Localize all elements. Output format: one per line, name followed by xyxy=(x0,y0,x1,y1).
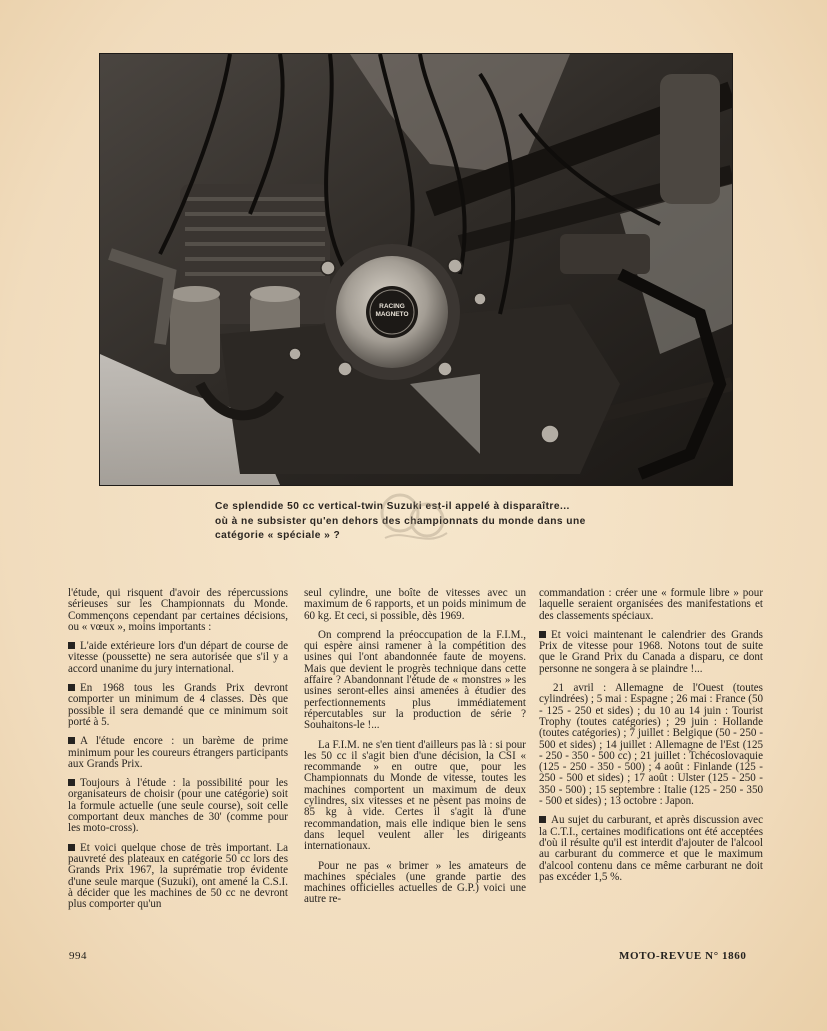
paragraph: On comprend la préoccupation de la F.I.M., qui espère ainsi ramener à la compétition des usines qui l'ont abandonnée faute de moyens. Mais que devient le progrès technique dans cette affaire ? Abandonnant l'étude de « monstres » les usines seront-elles ainsi amenées à étudier des perfectionnements plus immédiatement répercutables sur la production de série ? Souhaitons-le !... xyxy=(304,628,526,732)
text-column-1 xyxy=(68,588,288,918)
engine-photo-drawing xyxy=(100,54,732,485)
paragraph: seul cylindre, une boîte de vitesses avec un maximum de 6 rapports, et un poids minimum de 60 kg. Et ceci, si possible, dès 1969. xyxy=(304,587,526,622)
bullet-paragraph xyxy=(68,736,288,770)
caption-line-1: Ce splendide 50 cc vertical-twin Suzuki est-il appelé à disparaître... xyxy=(215,501,570,512)
paragraph: l'étude, qui risquent d'avoir des répercussions sérieuses sur les Championnats du Monde. Commençons cependant par certaines décisions, ou « vœux », moins importants : xyxy=(68,587,288,633)
bullet-square-icon xyxy=(68,737,75,744)
bullet-square-icon xyxy=(68,844,75,851)
bullet-paragraph xyxy=(68,683,288,728)
caption-line-3: catégorie « spéciale » ? xyxy=(215,530,341,541)
magazine-issue: MOTO-REVUE N° 1860 xyxy=(619,950,747,962)
engine-photo xyxy=(99,53,733,486)
paragraph-text: A l'étude encore : un barème de prime minimum pour les coureurs étrangers participants aux Grands Prix. xyxy=(68,735,288,770)
bullet-paragraph xyxy=(68,843,288,911)
paragraph-text: Toujours à l'étude : la possibilité pour les organisateurs de choisir (pour une catégorie) soit la formule actuelle (une seule course), soit celle comportant deux manches de 30' (comme pour les moto-cross). xyxy=(68,777,288,835)
paragraph: La F.I.M. ne s'en tient d'ailleurs pas là : si pour les 50 cc il s'agit bien d'une décision, la CSI « recommande » en outre que, pour les Championnats du Monde de vitesse, toutes les machines comportent un maximum de deux cylindres, six vitesses et ne pèsent pas moins de 85 kg à vide. Certes il s'agit là d'une recommandation, mais elle indique bien le sens dans lequel veulent aller les dirigeants internationaux. xyxy=(304,738,526,853)
magneto-label-racing: RACING xyxy=(379,303,405,310)
bullet-paragraph xyxy=(68,641,288,675)
bullet-square-icon xyxy=(539,631,546,638)
paragraph: 21 avril : Allemagne de l'Ouest (toutes cylindrées) ; 5 mai : Espagne ; 26 mai : France (50 - 125 - 250 et sides) ; du 10 au 14 juin : Tourist Trophy (toutes catégories) ; 29 juin : Hollande (toutes catégories) ; 7 juillet : Belgique (50 - 250 - 500 et sides) ; 14 juillet : Allemagne de l'Est (125 - 250 - 350 - 500 cc) ; 21 juillet : Tchécoslovaquie (125 - 250 - 350 - 500) ; 4 août : Finlande (125 - 250 - 500 et sides) ; 17 août : Ulster (125 - 250 - 350 - 500) ; 15 septembre : Italie (125 - 250 - 350 - 500 et sides) ; 13 octobre : Japon. xyxy=(539,682,763,808)
magneto-label-magneto: MAGNETO xyxy=(375,311,409,318)
paragraph-text: Et voici quelque chose de très important. La pauvreté des plateaux en catégorie 50 cc lors des Grands Prix 1967, la suprématie trop évidente d'une seule marque (Suzuki), ont amené la C.S.I. à décider que les machines de 50 cc ne devront plus comporter qu'un xyxy=(68,841,288,911)
bullet-paragraph xyxy=(539,815,763,883)
bullet-paragraph xyxy=(539,630,763,675)
paragraph-text: Et voici maintenant le calendrier des Grands Prix de vitesse pour 1968. Notons tout de suite que le Grand Prix du Canada a disparu, ce dont personne ne songera à se plaindre !... xyxy=(539,628,763,675)
paragraph: commandation : créer une « formule libre » pour laquelle seraient organisées des manifestations et des classements spéciaux. xyxy=(539,587,763,622)
bullet-paragraph xyxy=(68,778,288,834)
bullet-square-icon xyxy=(68,684,75,691)
paragraph-text: L'aide extérieure lors d'un départ de course de vitesse (poussette) ne sera autorisée que s'il y a accord unanime du jury international. xyxy=(68,640,288,675)
text-column-2 xyxy=(304,588,526,914)
page-number: 994 xyxy=(69,950,87,962)
text-column-3 xyxy=(539,588,763,891)
watermark-stamp xyxy=(375,488,455,548)
paragraph: Pour ne pas « brimer » les amateurs de machines spéciales (une grande partie des machines officielles actuelles de G.P.) voici une autre re- xyxy=(304,859,526,906)
bullet-square-icon xyxy=(68,642,75,649)
caption-line-2: où à ne subsister qu'en dehors des championnats du monde dans une xyxy=(215,515,586,527)
bullet-square-icon xyxy=(68,779,75,786)
paragraph-text: Au sujet du carburant, et après discussion avec la C.T.I., certaines modifications ont été acceptées d'où il résulte qu'il est interdit d'ajouter de l'alcool au carburant du commerce et que le maximum d'alcool contenu dans ce même carburant ne doit pas excéder 1,5 %. xyxy=(539,814,763,883)
paragraph-text: En 1968 tous les Grands Prix devront comporter un minimum de 4 classes. Dès que possible il sera demandé que ce minimum soit porté à 5. xyxy=(68,682,288,728)
bullet-square-icon xyxy=(539,816,546,823)
